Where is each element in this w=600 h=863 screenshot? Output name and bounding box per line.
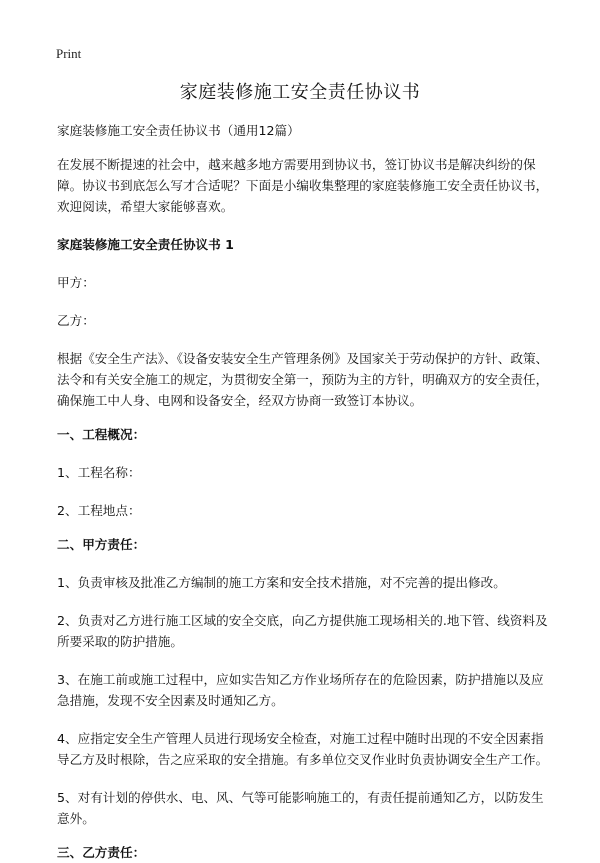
party-a-duty-3: 3、在施工前或施工过程中，应如实告知乙方作业场所存在的危险因素，防护措施以及应急措施，发现不安全因素及时通知乙方。 <box>57 672 544 708</box>
party-a-label: 甲方： <box>57 275 95 290</box>
intro-paragraph: 在发展不断提速的社会中，越来越多地方需要用到协议书，签订协议书是解决纠纷的保障。协议书到底怎么写才合适呢？下面是小编收集整理的家庭装修施工安全责任协议书，欢迎阅读，希望大家能够喜欢。 <box>57 157 549 214</box>
heading-party-a-duties: 二、甲方责任： <box>57 537 146 552</box>
section-heading: 家庭装修施工安全责任协议书 1 <box>57 237 234 252</box>
document-body <box>57 120 554 863</box>
party-a-duty-1: 1、负责审核及批准乙方编制的施工方案和安全技术措施，对不完善的提出修改。 <box>57 575 506 590</box>
print-link[interactable]: Print <box>56 46 82 61</box>
preamble-paragraph: 根据《安全生产法》、《设备安装安全生产管理条例》及国家关于劳动保护的方针、政策、法令和有关安全施工的规定，为贯彻安全第一，预防为主的方针，明确双方的安全责任，确保施工中人身、电网和设备安全，经双方协商一致签订本协议。 <box>57 351 549 408</box>
document-title: 家庭装修施工安全责任协议书 <box>179 82 421 103</box>
heading-party-b-duties: 三、乙方责任： <box>57 845 146 860</box>
project-location-item: 2、工程地点： <box>57 503 141 518</box>
party-a-duty-5: 5、对有计划的停供水、电、风、气等可能影响施工的，有责任提前通知乙方，以防发生意外。 <box>57 790 544 826</box>
heading-project-overview: 一、工程概况： <box>57 427 146 442</box>
project-name-item: 1、工程名称： <box>57 465 141 480</box>
party-a-duty-4: 4、应指定安全生产管理人员进行现场安全检查，对施工过程中随时出现的不安全因素指导乙方及时根除，告之应采取的安全措施。有多单位交叉作业时负责协调安全生产工作。 <box>57 731 549 767</box>
party-b-label: 乙方： <box>57 313 95 328</box>
party-a-duty-2: 2、负责对乙方进行施工区域的安全交底，向乙方提供施工现场相关的.地下管、线资料及所要采取的防护措施。 <box>57 613 548 649</box>
document-subtitle: 家庭装修施工安全责任协议书（通用12篇） <box>57 123 300 138</box>
